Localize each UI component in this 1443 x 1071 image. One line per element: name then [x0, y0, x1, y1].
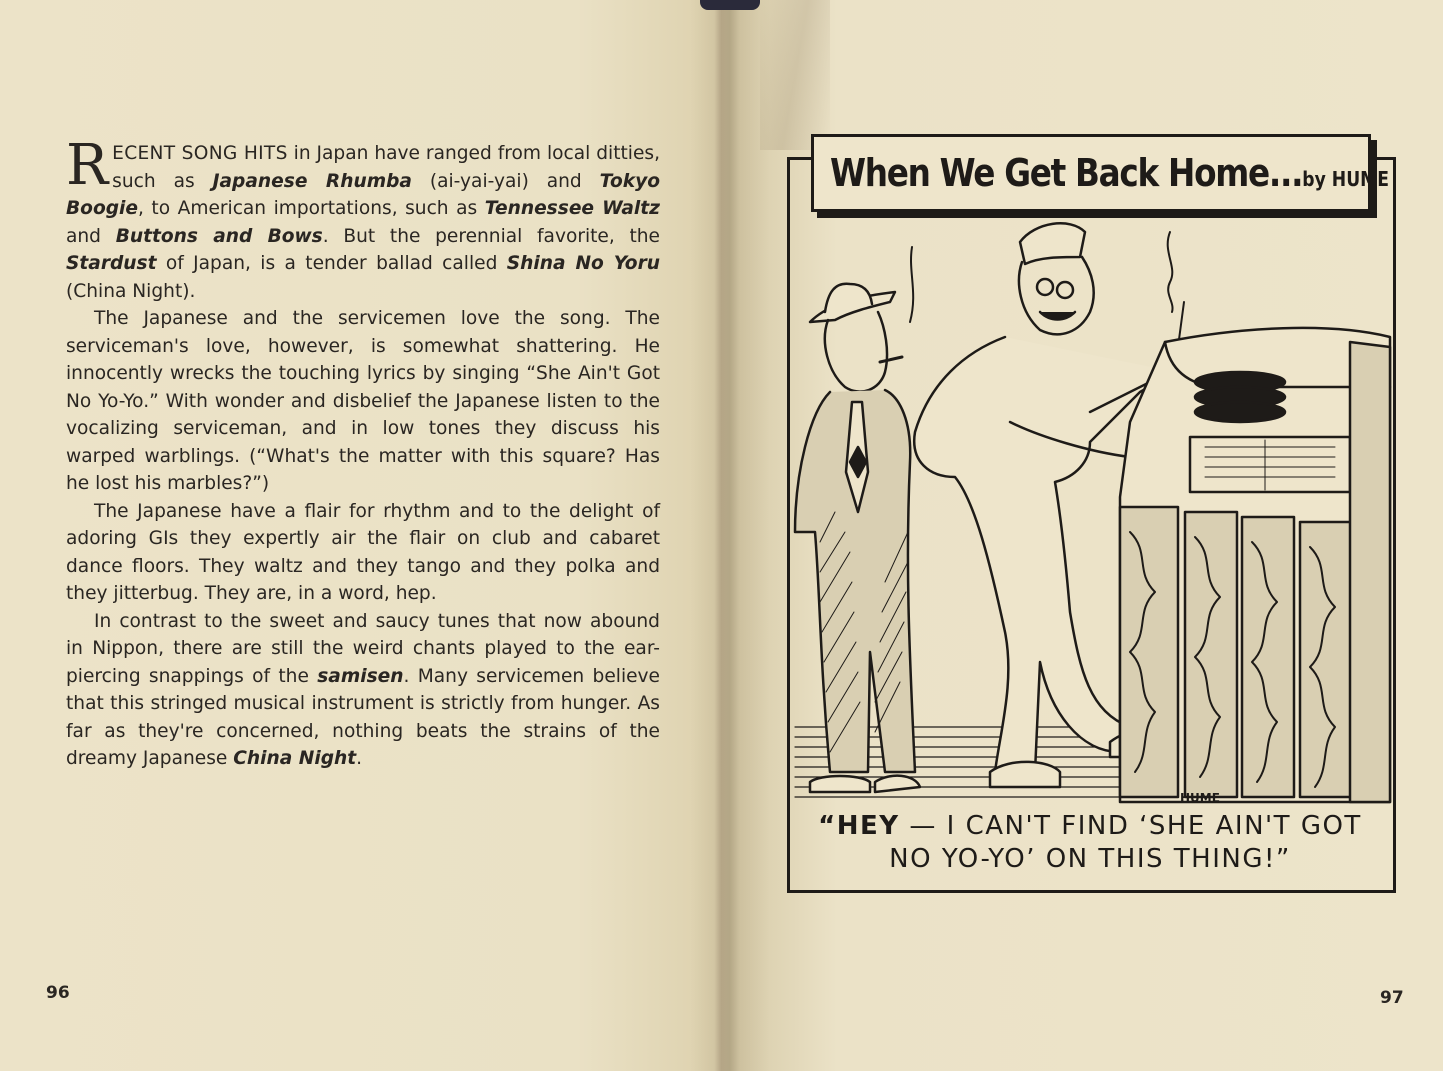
paragraph-4-run: . Many servicemen believe that this stringed musical instrument is strictly from hunger. As far as they're concerned, nothing beats the strains of the dreamy Japanese	[66, 665, 660, 769]
paragraph-1	[66, 133, 660, 305]
page-number-left: 96	[46, 983, 70, 1003]
cartoon-title-text: When We Get Back Home...	[830, 151, 1303, 195]
paragraph-1-run: in Japan have ranged from local ditties, such as	[112, 143, 660, 192]
cartoon-title	[830, 151, 1389, 195]
page-tear	[760, 0, 830, 150]
paragraph-1-run: and	[66, 225, 116, 247]
paragraph-1-run: (China Night).	[66, 280, 196, 302]
paragraph-3: The Japanese have a flair for rhythm and to the delight of adoring GIs they expertly air the flair on club and cabaret dance floors. They waltz and they tango and they polka and they jitterbug. They are, in a word, hep.	[66, 500, 660, 604]
paragraph-1-run: , to American importations, such as	[138, 198, 485, 219]
paragraph-1-run: Tennessee Waltz	[484, 198, 660, 219]
paragraph-4	[66, 608, 660, 773]
paragraph-2: The Japanese and the servicemen love the song. The serviceman's love, however, is somewhat shattering. He innocently wrecks the touching lyrics by singing “She Ain't Got No Yo-Yo.” With wonder and disbelief the Japanese listen to the vocalizing serviceman, and in low tones they discuss his warped warblings. (“What's the matter with this square? Has he lost his marbles?”)	[66, 308, 660, 494]
paragraph-1-run: (ai-yai-yai) and	[411, 170, 600, 192]
artist-signature: HUME	[1180, 791, 1220, 805]
drop-cap: R	[66, 133, 109, 198]
cartoon-title-byline: by HUME	[1302, 167, 1390, 191]
cartoon-caption	[800, 810, 1380, 876]
gutter-shadow	[690, 0, 770, 1071]
paragraph-1-run: Shina No Yoru	[506, 253, 660, 274]
paragraph-4-run: samisen	[317, 665, 404, 687]
jukebox	[1120, 328, 1390, 802]
paragraph-1-run: of Japan, is a tender ballad called	[156, 253, 507, 274]
paragraph-1-run: . But the perennial favorite, the	[322, 225, 660, 247]
paragraph-1-run: ECENT SONG HITS	[112, 143, 288, 164]
left-man	[795, 284, 920, 792]
paragraph-4-run: In contrast to the sweet and saucy tunes that now abound in Nippon, there are still the weird chants played to the ear-piercing snappings of the	[66, 610, 660, 687]
cartoon-illustration	[790, 212, 1393, 810]
page-number-right: 97	[1380, 988, 1404, 1008]
caption-hey: “HEY	[818, 811, 900, 841]
paragraph-1-run: Buttons and Bows	[115, 225, 323, 247]
paragraph-1-run: Tokyo Boogie	[66, 170, 660, 219]
cartoon-title-box	[811, 134, 1390, 212]
left-page-text	[66, 133, 660, 773]
paragraph-1-body	[66, 133, 660, 302]
paragraph-1-run: Stardust	[66, 253, 157, 274]
caption-rest: — I CAN'T FIND ‘SHE AIN'T GOT NO YO-YO’ ON THIS THING!”	[889, 811, 1362, 874]
paragraph-1-run: Japanese Rhumba	[212, 170, 412, 192]
paragraph-4-run: .	[356, 748, 363, 769]
binding-top	[700, 0, 760, 10]
paragraph-4-run: China Night	[233, 748, 357, 769]
